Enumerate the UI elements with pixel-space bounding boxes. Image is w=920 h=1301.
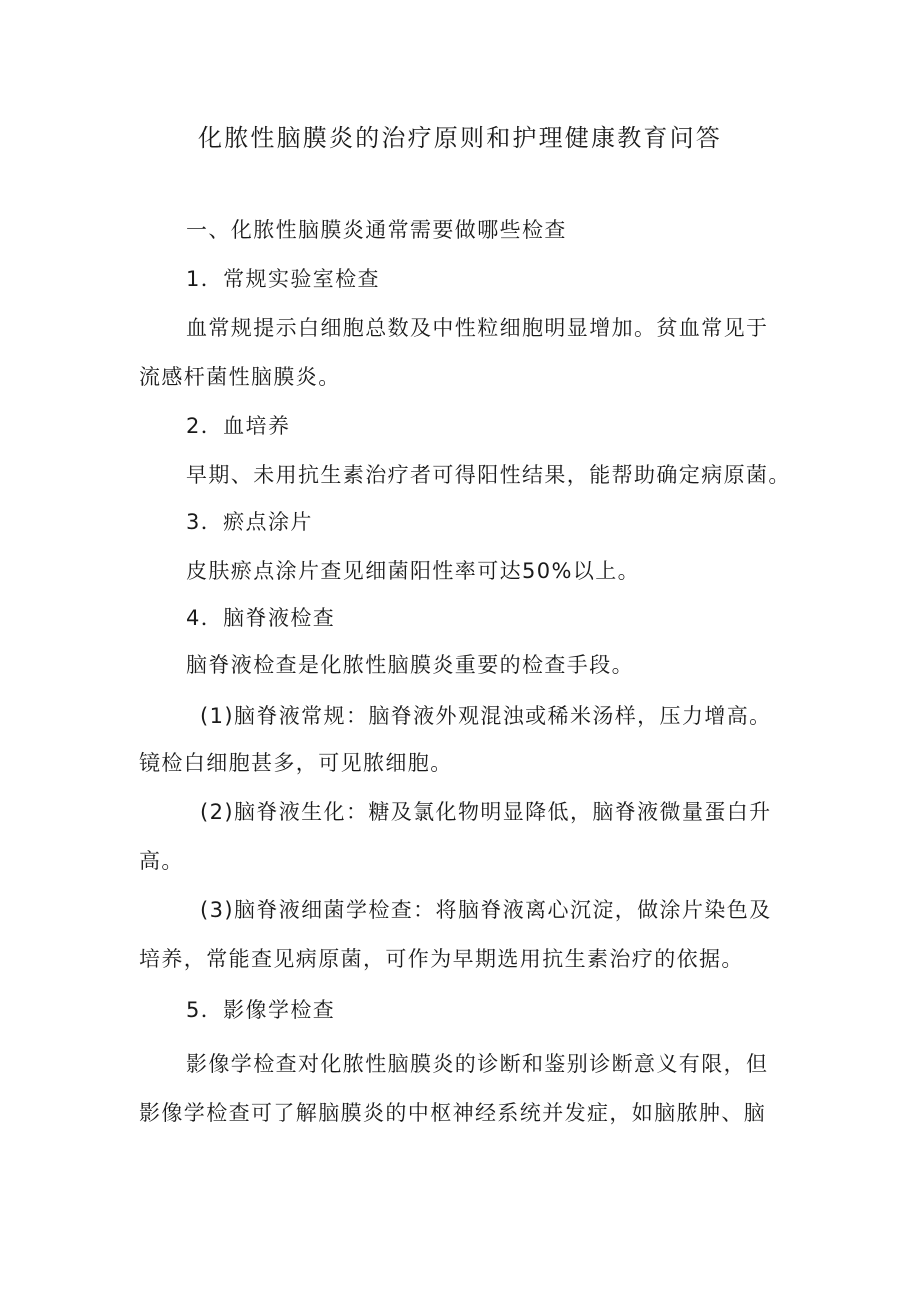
- item-heading: 2．血培养: [186, 414, 291, 438]
- paragraph-line: 影像学检查可了解脑膜炎的中枢神经系统并发症，如脑脓肿、脑: [139, 1101, 767, 1125]
- paragraph-line: 流感杆菌性脑膜炎。: [139, 365, 341, 389]
- item-heading: 4．脑脊液检查: [186, 606, 336, 630]
- paragraph-line: 培养，常能查见病原菌，可作为早期选用抗生素治疗的依据。: [139, 947, 744, 971]
- paragraph-line: 皮肤瘀点涂片查见细菌阳性率可达50%以上。: [186, 559, 641, 583]
- paragraph-line: 镜检白细胞甚多，可见脓细胞。: [139, 751, 453, 775]
- paragraph-line: 早期、未用抗生素治疗者可得阳性结果，能帮助确定病原菌。: [186, 463, 791, 487]
- document-title: 化脓性脑膜炎的治疗原则和护理健康教育问答: [198, 124, 722, 152]
- item-heading: 1．常规实验室检查: [186, 267, 380, 291]
- paragraph-line: (3)脑脊液细菌学检查：将脑脊液离心沉淀，做涂片染色及: [200, 898, 772, 922]
- paragraph-line: 血常规提示白细胞总数及中性粒细胞明显增加。贫血常见于: [186, 316, 769, 340]
- section-heading: 一、化脓性脑膜炎通常需要做哪些检查: [186, 218, 567, 242]
- paragraph-line: 高。: [139, 849, 184, 873]
- paragraph-line: (1)脑脊液常规：脑脊液外观混浊或稀米汤样，压力增高。: [200, 704, 772, 728]
- paragraph-line: 脑脊液检查是化脓性脑膜炎重要的检查手段。: [186, 653, 634, 677]
- item-heading: 3．瘀点涂片: [186, 510, 313, 534]
- paragraph-line: (2)脑脊液生化：糖及氯化物明显降低，脑脊液微量蛋白升: [200, 800, 772, 824]
- paragraph-line: 影像学检查对化脓性脑膜炎的诊断和鉴别诊断意义有限，但: [186, 1052, 769, 1076]
- item-heading: 5．影像学检查: [186, 998, 336, 1022]
